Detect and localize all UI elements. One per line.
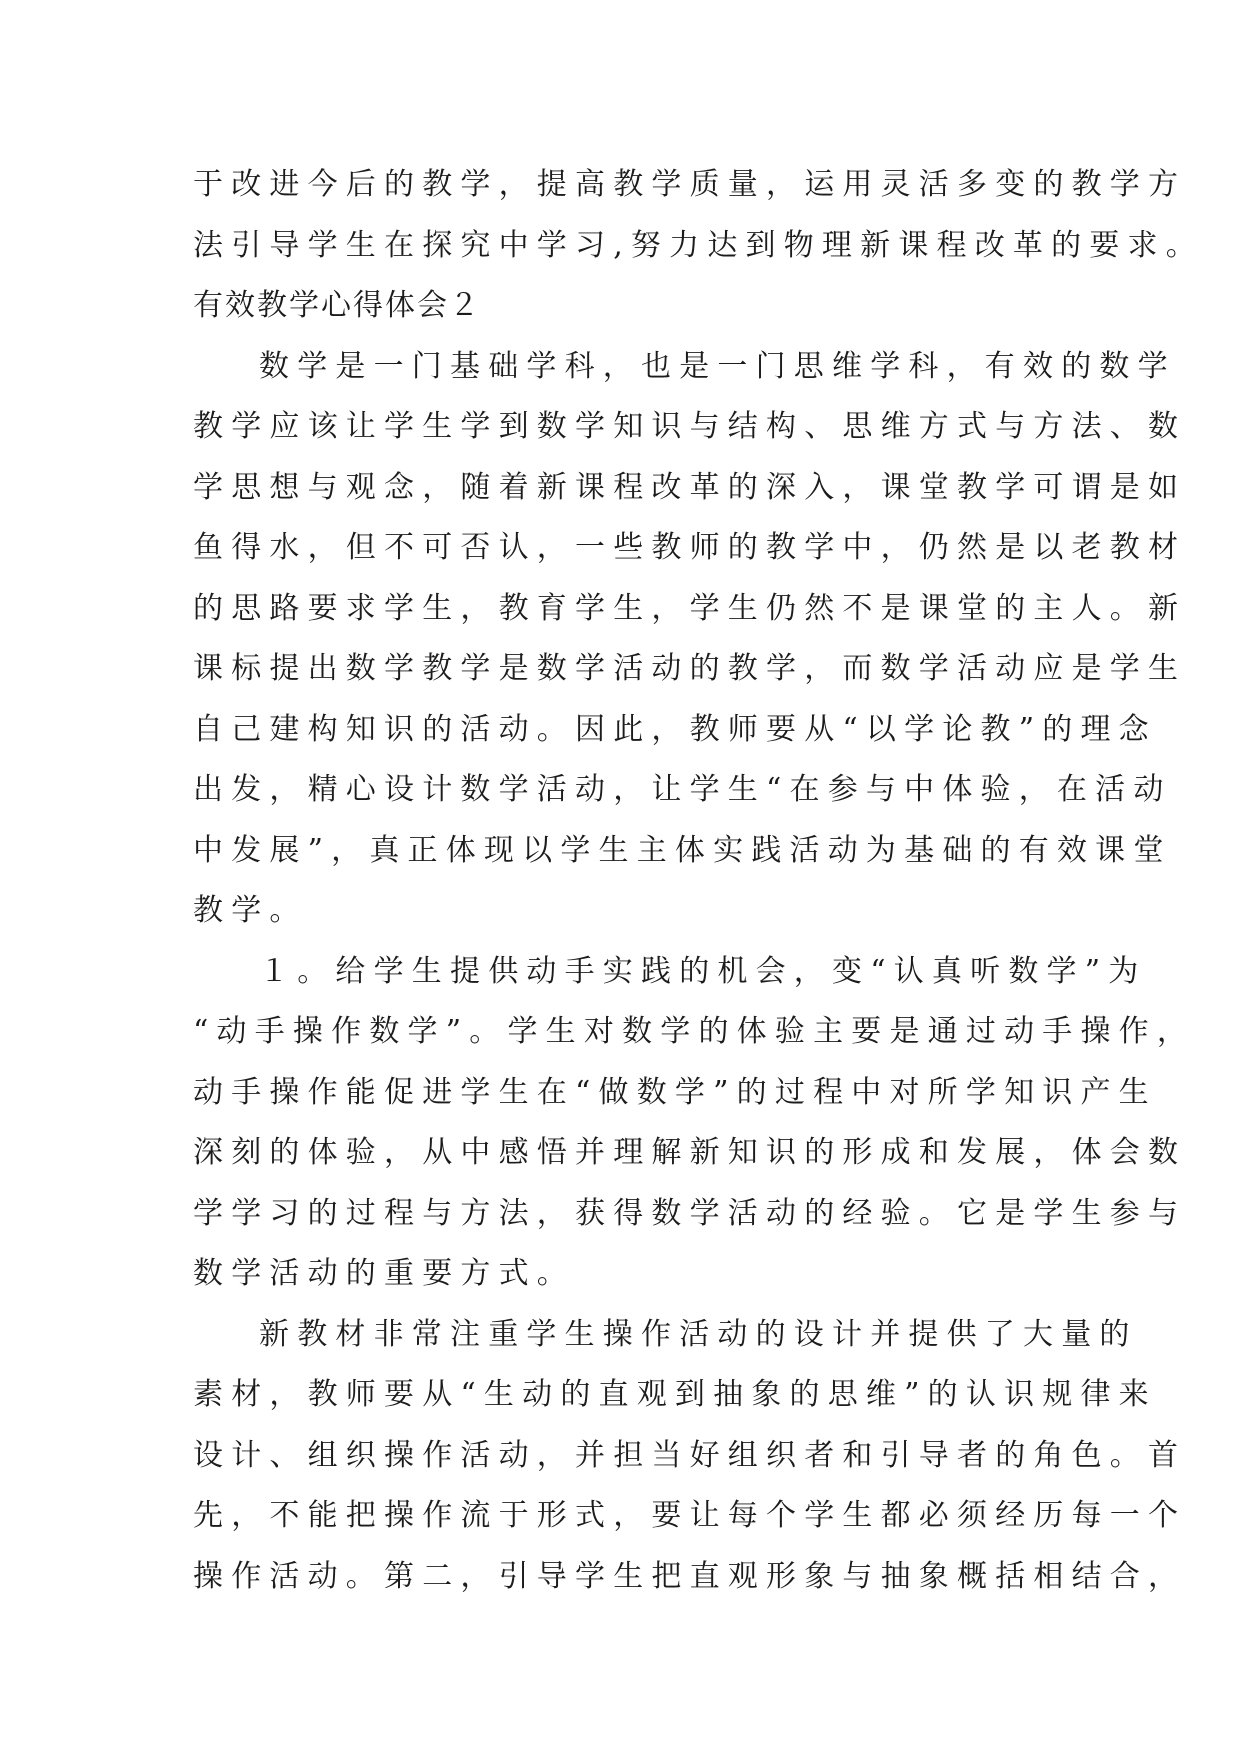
text-line: 数学活动的重要方式。 bbox=[193, 1256, 575, 1291]
paragraph-first-line: 数学是一门基础学科，也是一门思维学科，有效的数学 bbox=[259, 348, 1176, 384]
text-line: 设计、组织操作活动，并担当好组织者和引导者的角色。首 bbox=[193, 1437, 1187, 1473]
document-body bbox=[193, 155, 1204, 1607]
text-line: 教学。 bbox=[193, 893, 308, 928]
text-line: 素材，教师要从“生动的直观到抽象的思维”的认识规律来 bbox=[193, 1377, 1157, 1412]
paragraph-first-line: 新教材非常注重学生操作活动的设计并提供了大量的 bbox=[259, 1316, 1138, 1352]
text-line: 先，不能把操作流于形式，要让每个学生都必须经历每一个 bbox=[193, 1498, 1187, 1533]
text-line: “动手操作数学”。学生对数学的体验主要是通过动手操作， bbox=[193, 1014, 1196, 1049]
text-line: 出发，精心设计数学活动，让学生“在参与中体验，在活动 bbox=[193, 772, 1172, 807]
text-line: 深刻的体验，从中感悟并理解新知识的形成和发展，体会数 bbox=[193, 1135, 1187, 1170]
text-line: 于改进今后的教学，提高教学质量，运用灵活多变的教学方 bbox=[193, 167, 1187, 202]
text-line: 动手操作能促进学生在“做数学”的过程中对所学知识产生 bbox=[193, 1074, 1157, 1110]
text-line: 的思路要求学生，教育学生，学生仍然不是课堂的主人。新 bbox=[193, 590, 1187, 626]
text-line: 自己建构知识的活动。因此，教师要从“以学论教”的理念 bbox=[193, 711, 1157, 747]
text-line: 课标提出数学教学是数学活动的教学，而数学活动应是学生 bbox=[193, 651, 1187, 686]
section-heading: 有效教学心得体会２ bbox=[193, 288, 481, 323]
text-line: 教学应该让学生学到数学知识与结构、思维方式与方法、数 bbox=[193, 409, 1187, 444]
text-line: 中发展”，真正体现以学生主体实践活动为基础的有效课堂 bbox=[193, 832, 1172, 868]
list-item-first-line: １。给学生提供动手实践的机会，变“认真听数学”为 bbox=[259, 953, 1147, 989]
text-line: 法引导学生在探究中学习,努力达到物理新课程改革的要求。 bbox=[193, 227, 1204, 263]
text-line: 鱼得水，但不可否认，一些教师的教学中，仍然是以老教材 bbox=[193, 530, 1187, 565]
text-line: 学学习的过程与方法，获得数学活动的经验。它是学生参与 bbox=[193, 1195, 1187, 1231]
text-line: 学思想与观念，随着新课程改革的深入，课堂教学可谓是如 bbox=[193, 469, 1187, 505]
text-line: 操作活动。第二，引导学生把直观形象与抽象概括相结合， bbox=[193, 1558, 1187, 1594]
